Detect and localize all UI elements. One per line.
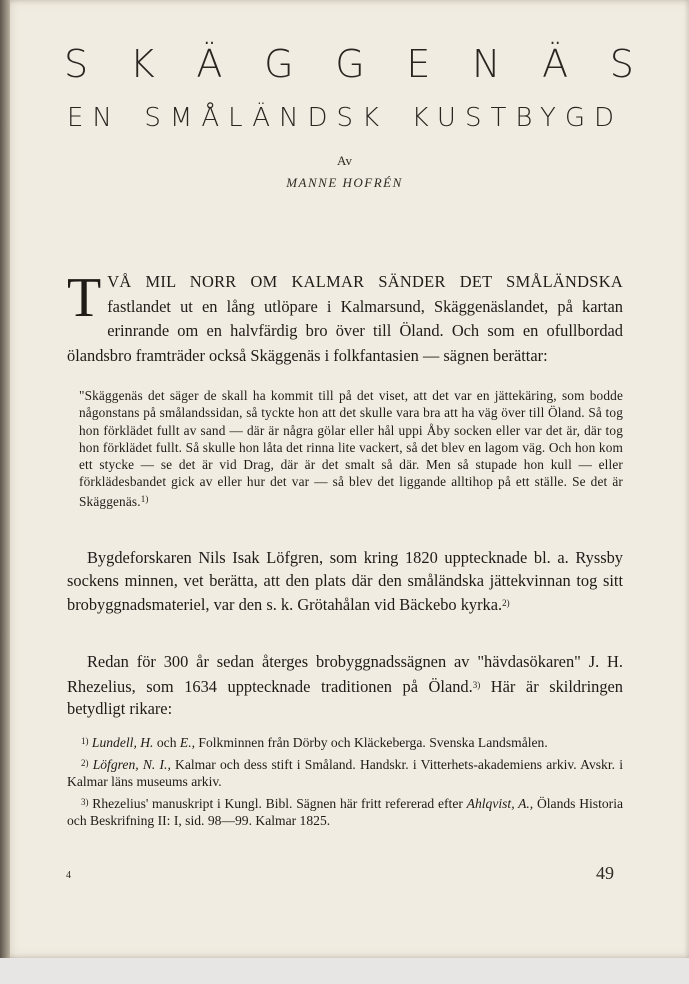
footnote-number: 1) — [81, 736, 89, 746]
byline-prefix: Av — [337, 153, 352, 168]
footnote-text: Rhezelius' manuskript i Kungl. Bibl. Sägnen här fritt refererad efter — [92, 795, 467, 811]
footnote — [67, 733, 623, 752]
paragraph-text: Bygdeforskaren Nils Isak Löfgren, som kring 1820 upptecknade bl. a. Ryssby sockens minnen, vet berätta, att den plats där den småländska jättekvinnan tog sitt brobyggnadsmateriel, var den s. k. Grötahålan vid Bäckebo kyrka. — [67, 548, 623, 615]
paragraph — [67, 651, 623, 721]
footnote-ref: 3) — [472, 679, 481, 690]
folk-tale-quote — [67, 387, 623, 510]
title-letter: S — [609, 42, 634, 86]
footnote-ref: 1) — [140, 493, 149, 504]
footnote-text: Folkminnen från Dörby och Kläckeberga. Svenska Landsmålen. — [195, 735, 548, 750]
title-letter: N — [472, 42, 501, 86]
printer-signature: 4 — [66, 870, 71, 881]
author-name: MANNE HOFRÉN — [286, 175, 403, 190]
title-letter: G — [264, 42, 294, 86]
footnote — [67, 794, 623, 830]
title-letter: S — [64, 42, 89, 86]
footnote-author: Lundell, H. — [91, 735, 154, 750]
lead-paragraph — [67, 267, 623, 369]
lead-text: fastlandet ut en lång utlöpare i Kalmarsund, Skäggenäslandet, på kartan erinrande om en halvfärdig bro över till Öland. Och som en ofullbordad ölandsbro framträder också Skäggenäs i folkfantasien — sägnen berättar: — [67, 296, 623, 366]
footnote — [67, 755, 623, 791]
footnotes — [67, 733, 623, 833]
paragraph — [67, 547, 623, 617]
article-subtitle: EN SMÅLÄNDSK KUSTBYGD — [67, 103, 623, 133]
book-spine-shadow — [0, 0, 10, 958]
title-letter: Ä — [542, 42, 569, 86]
article-title — [64, 42, 634, 86]
footnote-text: Kalmar och dess stift i Småland. Handskr. i Vitterhets-akademiens arkiv. Avskr. i Kalmar läns museums arkiv. — [67, 756, 623, 789]
title-letter: E — [406, 42, 431, 86]
drop-cap: T — [67, 267, 102, 329]
page-number: 49 — [596, 863, 614, 883]
lead-caps-text: VÅ MIL NORR OM KALMAR SÄNDER DET SMÅLÄNDSKA — [107, 272, 623, 291]
footnote-author: E., — [179, 735, 196, 750]
footnote-ref: 2) — [502, 598, 510, 609]
footnote-number: 2) — [81, 757, 89, 768]
paragraph-text-after: Här är skildringen betydligt rikare: — [67, 676, 623, 719]
scan-bottom-margin — [0, 958, 689, 984]
footnote-author: Löfgren, N. I., — [92, 756, 171, 772]
footnote-author: Ahlqvist, A., — [466, 795, 534, 811]
quote-text: "Skäggenäs det säger de skall ha kommit till på det viset, att det var en jättekäring, som bodde någonstans på smålandssidan, så tyckte hon att det skulle vara bra att ha väg över till Öland. Så tog hon förklädet fullt av sand — där är några gölar eller hål uppi Åby socken eller var det är, där tog hon förklädet fullt. Så skulle hon låta det rinna lite vackert, så det blev en lagom väg. Och hon kom ett stycke — se det är vid Drag, där är det smalt så där. Men så stupade hon kull — eller förklädesbandet gick av eller hur det var — så blev det liggande alltihop på ett ställe. Se det är Skäggenäs. — [79, 388, 623, 509]
footnote-number: 3) — [81, 796, 89, 807]
title-letter: K — [129, 42, 155, 86]
title-letter: G — [335, 42, 365, 86]
footnote-sep: och — [153, 735, 180, 750]
title-letter: Ä — [196, 42, 223, 86]
paragraph-text: Redan för 300 år sedan återges brobyggnadssägnen av "hävdasökaren" J. H. Rhezelius, som 1634 upptecknade traditionen på Öland. — [67, 652, 623, 696]
footnote-text: Ölands Historia och Beskrifning II: I, sid. 98—99. Kalmar 1825. — [67, 795, 624, 828]
